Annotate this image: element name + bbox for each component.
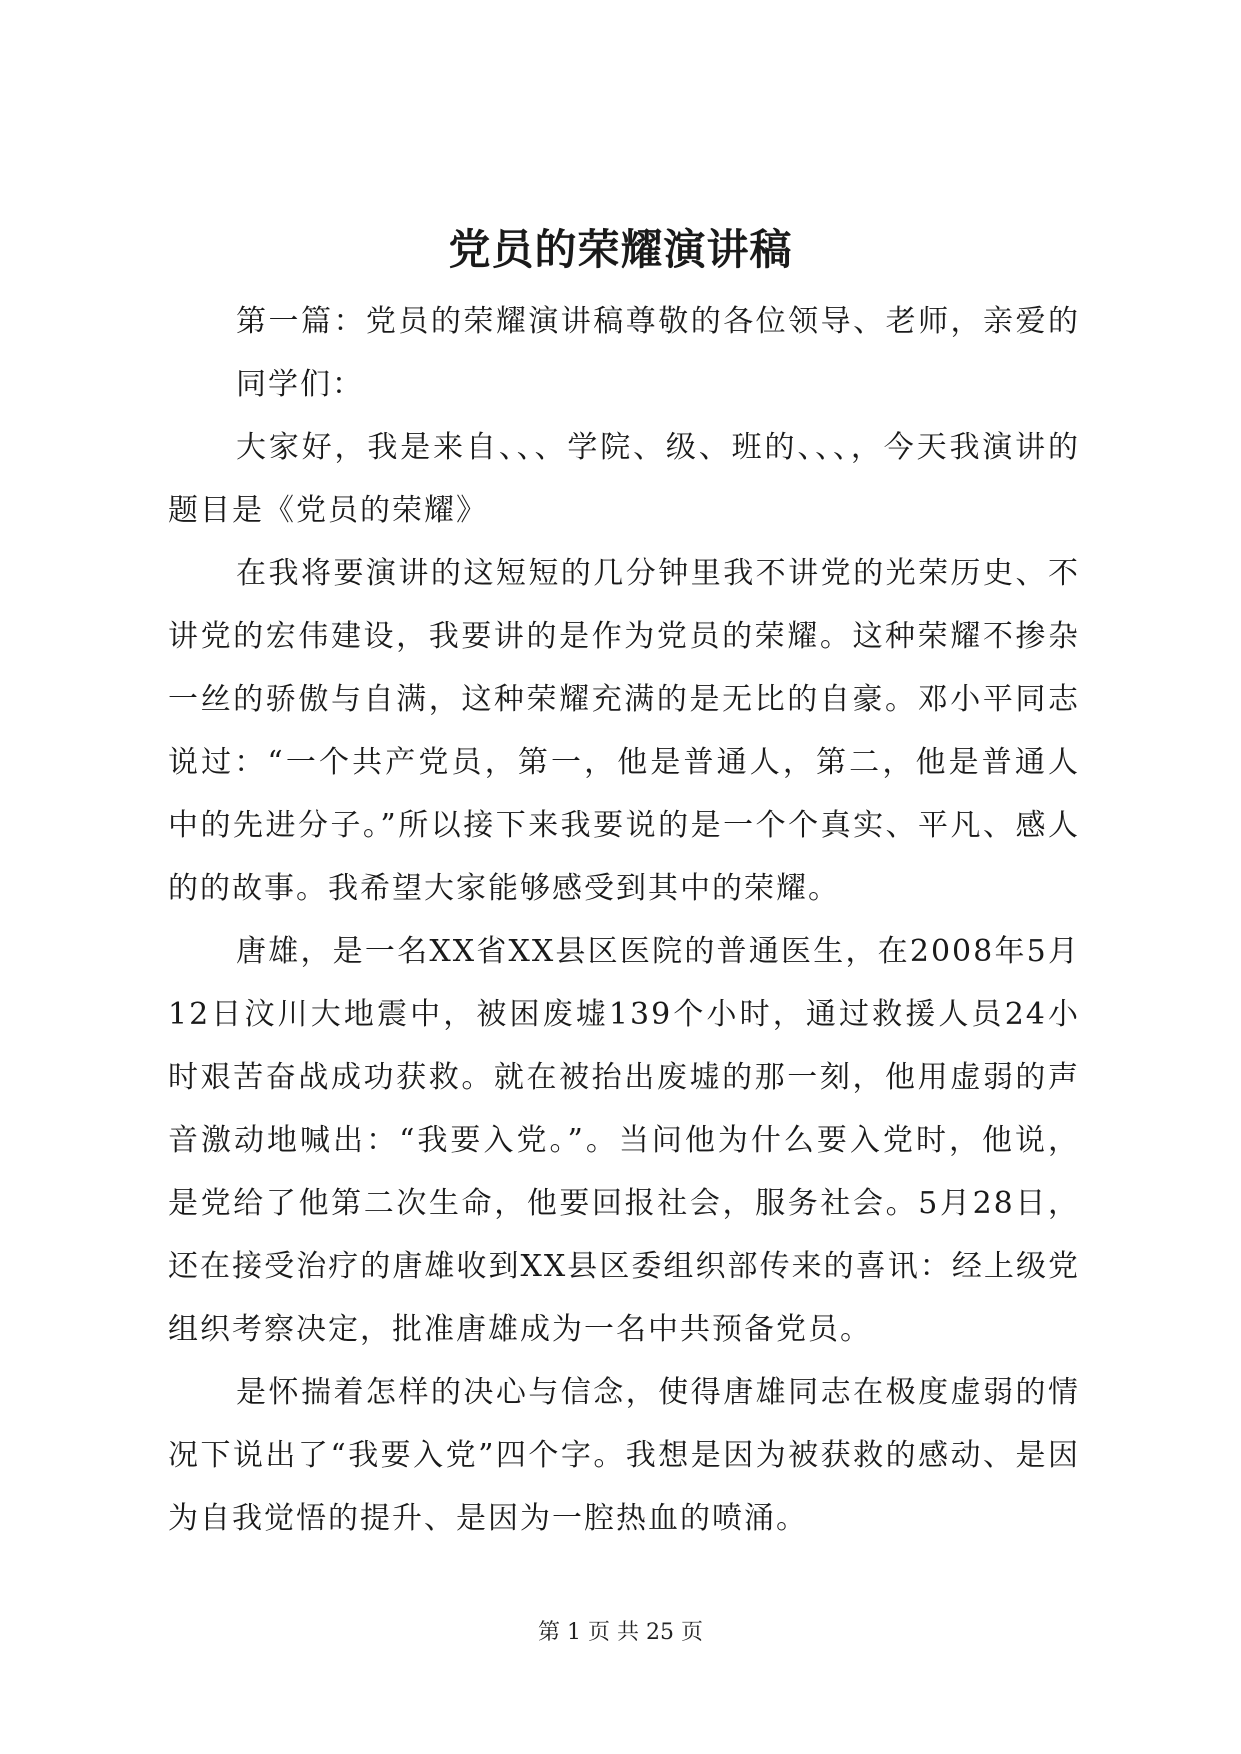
document-body bbox=[168, 290, 1080, 1550]
paragraph-opening: 第一篇：党员的荣耀演讲稿尊敬的各位领导、老师，亲爱的同学们： bbox=[236, 304, 1080, 402]
page-number-footer: 第 1 页 共 25 页 bbox=[538, 1620, 703, 1645]
paragraph-greeting: 大家好，我是来自、、、学院、级、班的、、、，今天我演讲的题目是《党员的荣耀》 bbox=[168, 430, 1080, 528]
paragraph-story: 唐雄，是一名XX省XX县区医院的普通医生，在2008年5月12日汶川大地震中，被困废墟139个小时，通过救援人员24小时艰苦奋战成功获救。就在被抬出废墟的那一刻，他用虚弱的声音激动地喊出：“我要入党。”。当问他为什么要入党时，他说，是党给了他第二次生命，他要回报社会，服务社会。5月28日，还在接受治疗的唐雄收到XX县区委组织部传来的喜讯：经上级党组织考察决定，批准唐雄成为一名中共预备党员。 bbox=[168, 934, 1080, 1347]
paragraph-intro: 在我将要演讲的这短短的几分钟里我不讲党的光荣历史、不讲党的宏伟建设，我要讲的是作为党员的荣耀。这种荣耀不掺杂一丝的骄傲与自满，这种荣耀充满的是无比的自豪。邓小平同志说过：“一个共产党员，第一，他是普通人，第二，他是普通人中的先进分子。”所以接下来我要说的是一个个真实、平凡、感人的的故事。我希望大家能够感受到其中的荣耀。 bbox=[168, 556, 1080, 906]
paragraph-reflection: 是怀揣着怎样的决心与信念，使得唐雄同志在极度虚弱的情况下说出了“我要入党”四个字。我想是因为被获救的感动、是因为自我觉悟的提升、是因为一腔热血的喷涌。 bbox=[168, 1375, 1080, 1536]
document-title: 党员的荣耀演讲稿 bbox=[448, 225, 793, 274]
